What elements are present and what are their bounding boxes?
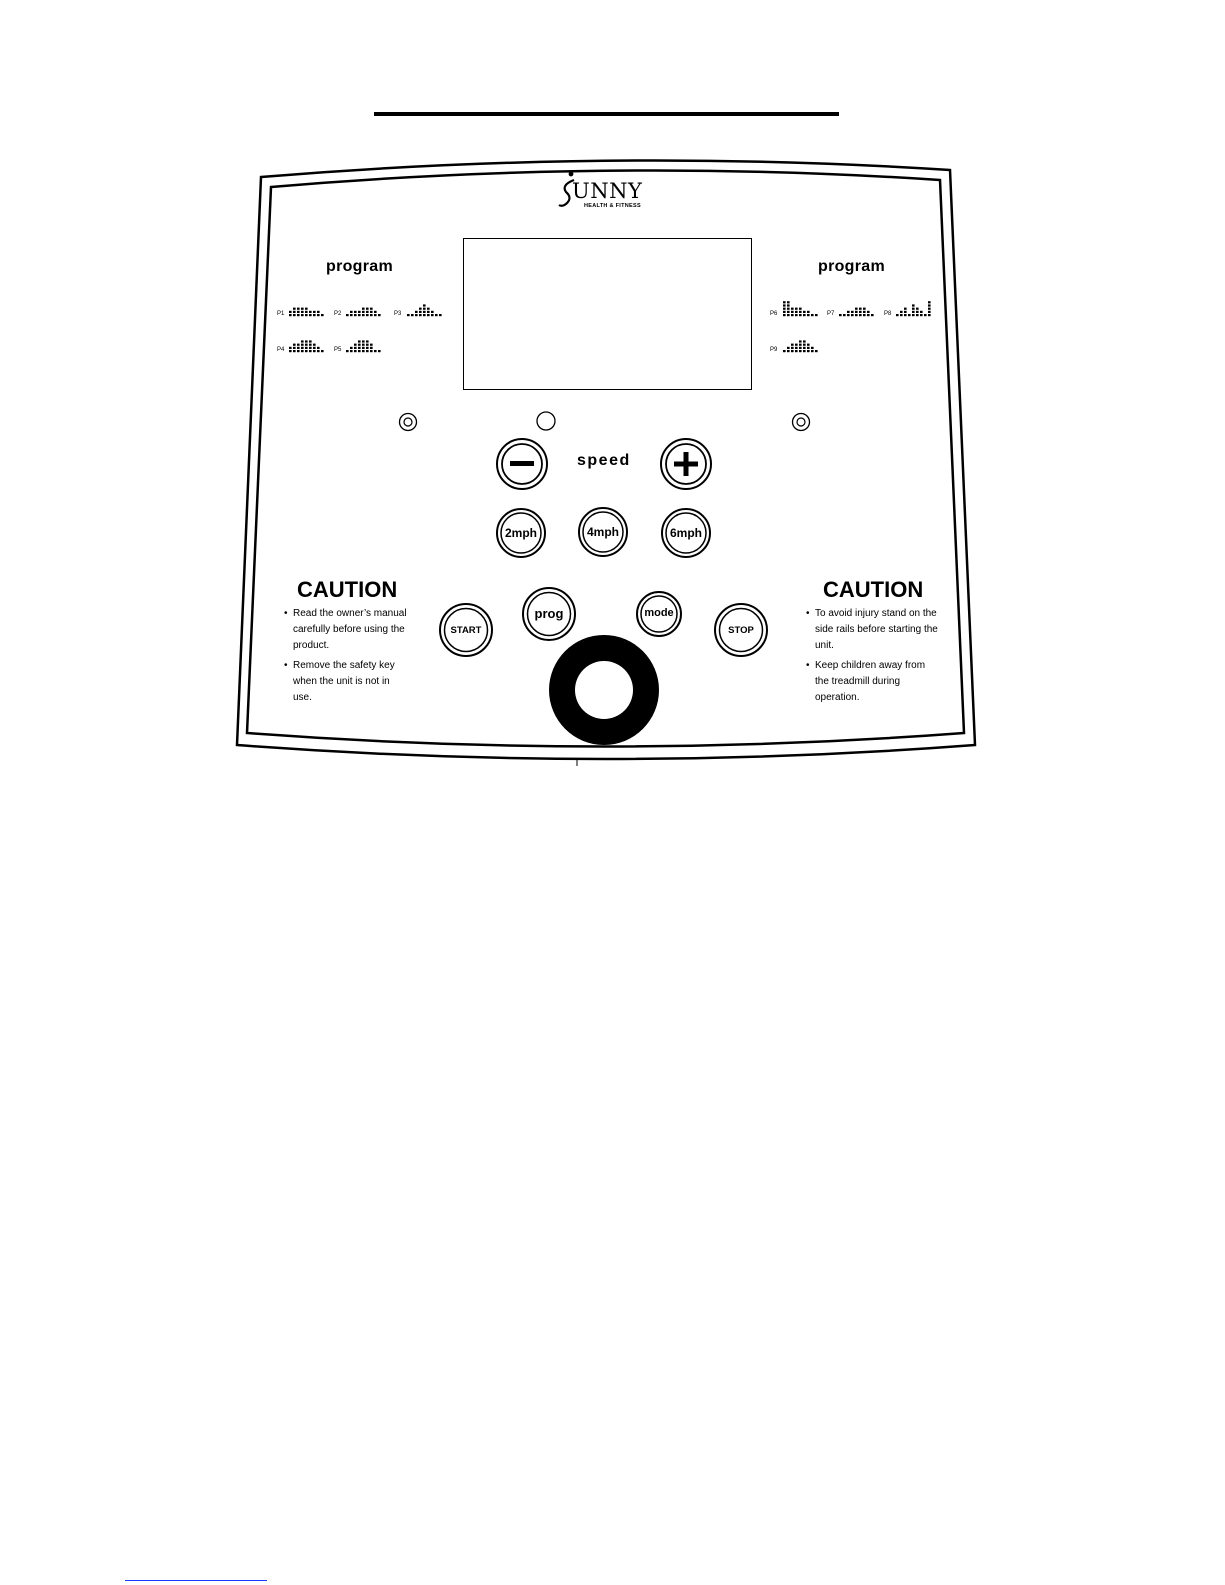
speed-4mph-button[interactable]: 4mph — [586, 525, 619, 539]
program-id-p7: P7 — [827, 311, 835, 317]
program-id-p9: P9 — [770, 347, 778, 353]
center-indicator-icon — [537, 412, 555, 430]
logo — [560, 170, 670, 214]
program-id-p5: P5 — [334, 347, 342, 353]
footer-link-underline — [125, 1580, 267, 1581]
speed-down-button[interactable] — [497, 439, 547, 489]
lcd-display — [463, 238, 752, 390]
minus-icon — [510, 461, 534, 466]
caution-item-left: • Remove the safety key when the unit is not in use. — [284, 658, 410, 706]
speed-6mph-button[interactable]: 6mph — [669, 526, 702, 540]
program-id-p2: P2 — [334, 311, 342, 317]
logo-brand: UNNY — [572, 179, 643, 203]
program-profile-p2-icon — [346, 308, 381, 317]
program-id-p1: P1 — [277, 311, 285, 317]
stop-button[interactable]: STOP — [728, 625, 754, 636]
program-profile-p9-icon — [783, 340, 818, 352]
program-id-p3: P3 — [394, 311, 402, 317]
program-profile-p1-icon — [289, 308, 324, 317]
caution-item-right: • To avoid injury stand on the side rails before starting the unit. — [806, 606, 938, 654]
speed-label: speed — [577, 452, 631, 469]
logo-subtitle: HEALTH & FITNESS — [584, 203, 641, 209]
safety-key-socket[interactable] — [549, 635, 659, 745]
left-screw-icon — [400, 414, 417, 431]
program-profile-p4-icon — [289, 340, 324, 352]
speed-up-button[interactable] — [661, 439, 711, 489]
caution-list-left — [284, 606, 410, 710]
speed-2mph-button[interactable]: 2mph — [504, 526, 537, 540]
caution-title-left: CAUTION — [297, 577, 398, 602]
program-label-right: program — [818, 258, 885, 275]
program-profile-p5-icon — [346, 340, 381, 352]
program-profile-p3-icon — [407, 304, 442, 316]
start-button[interactable]: START — [450, 625, 482, 636]
program-id-p8: P8 — [884, 311, 892, 317]
right-screw-icon — [793, 414, 810, 431]
mode-button[interactable]: mode — [644, 607, 674, 619]
program-id-p6: P6 — [770, 311, 778, 317]
caution-title-right: CAUTION — [823, 577, 924, 602]
program-profile-p7-icon — [839, 308, 874, 317]
program-profile-p8-icon — [896, 301, 931, 316]
program-id-p4: P4 — [277, 347, 285, 353]
program-profile-p6-icon — [783, 301, 818, 316]
prog-button[interactable]: prog — [534, 606, 564, 621]
caution-item-right: • Keep children away from the treadmill during operation. — [806, 658, 938, 706]
program-label-left: program — [326, 258, 393, 275]
caution-list-right — [806, 606, 938, 710]
caution-item-left: • Read the owner’s manual carefully before using the product. — [284, 606, 410, 654]
